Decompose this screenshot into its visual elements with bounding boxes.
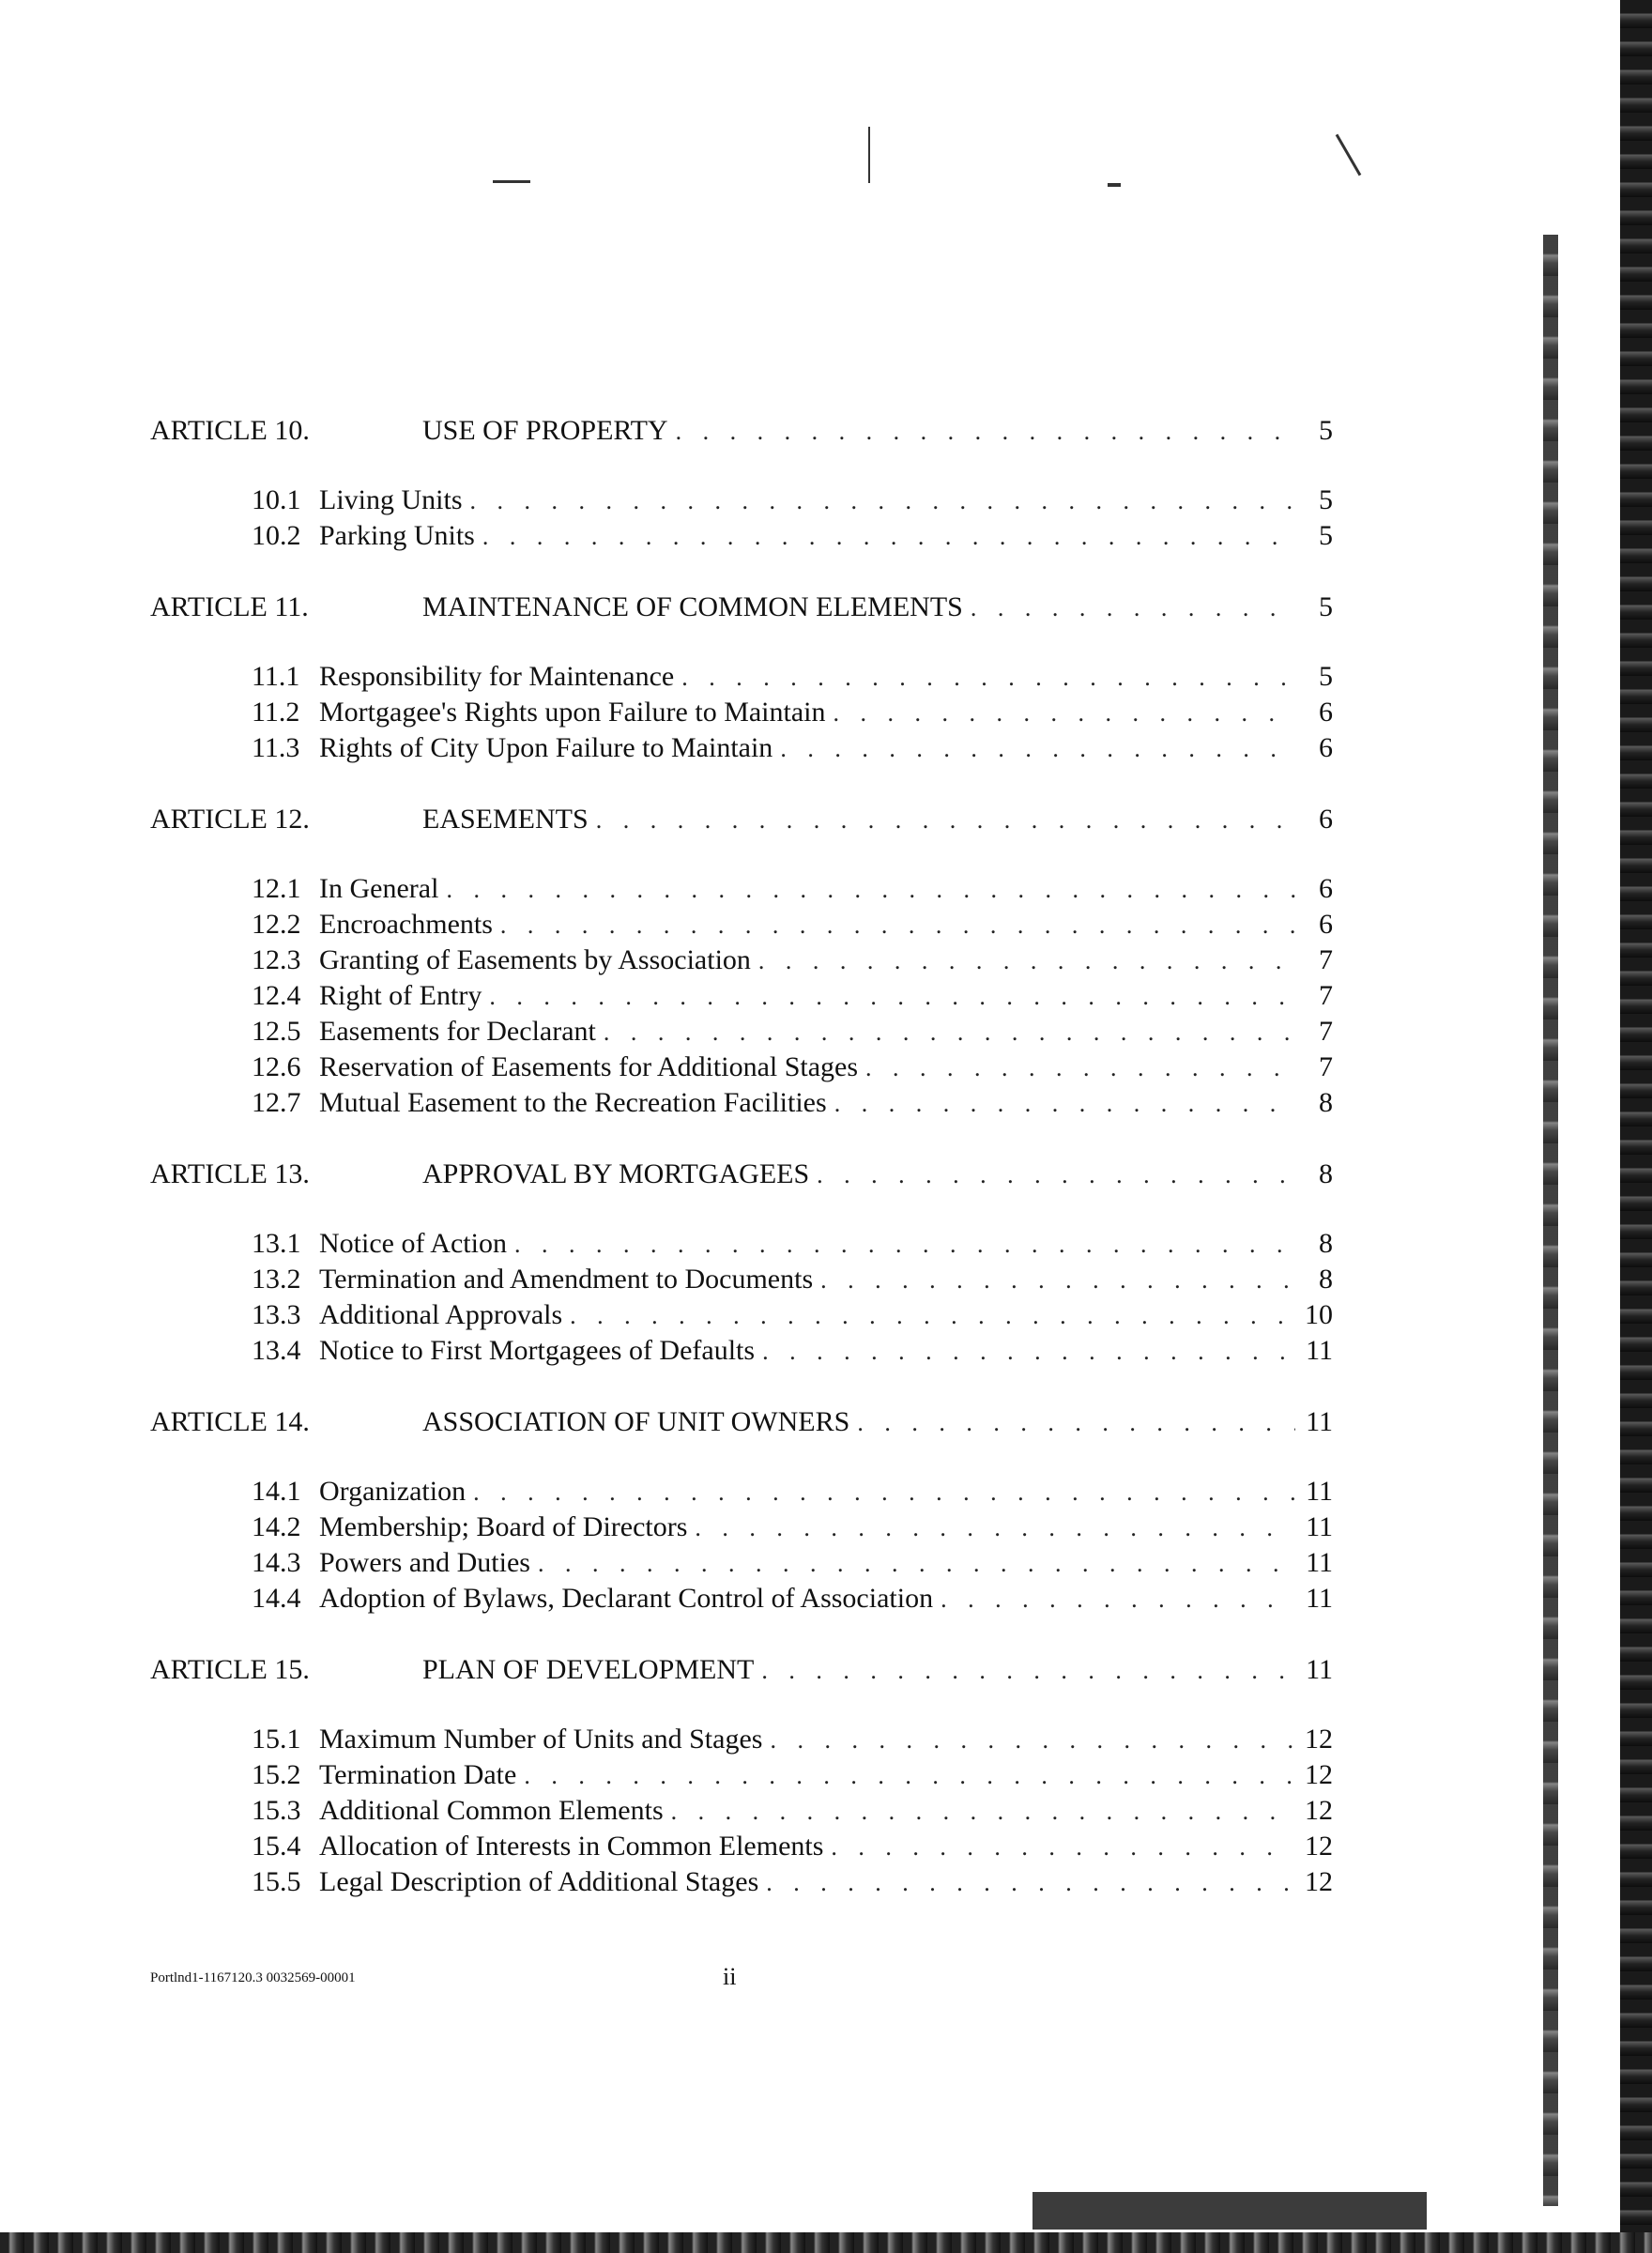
section-number: 15.4 (252, 1831, 301, 1862)
toc-article-row (150, 1157, 1333, 1192)
toc-section-row (150, 1510, 1333, 1545)
section-title: Allocation of Interests in Common Elements (319, 1831, 824, 1862)
dot-leader (941, 1582, 1295, 1617)
scan-edge-bottom (0, 2232, 1652, 2253)
section-number: 10.1 (252, 484, 301, 515)
section-number: 15.3 (252, 1795, 301, 1826)
article-label: ARTICLE 15. (150, 1654, 310, 1685)
section-title: Responsibility for Maintenance (319, 661, 675, 692)
dot-leader (676, 414, 1295, 450)
section-title: Termination and Amendment to Documents (319, 1264, 814, 1295)
section-number: 12.4 (252, 980, 301, 1011)
dot-leader (681, 660, 1295, 696)
toc-section-row (150, 1581, 1333, 1617)
section-number: 15.1 (252, 1724, 301, 1755)
article-label: ARTICLE 14. (150, 1406, 310, 1437)
section-title: Encroachments (319, 909, 493, 940)
toc-section-row (150, 730, 1333, 766)
toc-section-row (150, 1864, 1333, 1900)
dot-leader (831, 1830, 1295, 1865)
dot-leader (446, 872, 1295, 908)
toc-section-row (150, 1226, 1333, 1262)
dot-leader (695, 1510, 1295, 1546)
section-title: Parking Units (319, 520, 475, 551)
toc-section-row (150, 1085, 1333, 1121)
section-title: Living Units (319, 484, 463, 515)
toc-article-row (150, 1652, 1333, 1688)
section-page-number: 5 (1319, 520, 1333, 551)
scan-smudge (1032, 2192, 1427, 2230)
dot-leader (604, 1015, 1295, 1050)
section-page-number: 6 (1319, 697, 1333, 728)
section-page-number: 12 (1305, 1795, 1333, 1826)
page-footer (150, 1963, 1333, 2004)
section-number: 11.1 (252, 661, 300, 692)
article-title: ASSOCIATION OF UNIT OWNERS (422, 1406, 850, 1437)
article-page-number: 8 (1319, 1158, 1333, 1189)
dot-leader (857, 1405, 1295, 1441)
section-number: 13.1 (252, 1228, 301, 1259)
toc-article-row (150, 590, 1333, 625)
section-title: Mortgagee's Rights upon Failure to Maintain (319, 697, 826, 728)
dot-leader (820, 1263, 1295, 1298)
section-title: Termination Date (319, 1759, 517, 1790)
section-page-number: 6 (1319, 732, 1333, 763)
section-number: 12.3 (252, 944, 301, 975)
section-number: 12.2 (252, 909, 301, 940)
section-title: Membership; Board of Directors (319, 1511, 688, 1542)
section-page-number: 6 (1319, 909, 1333, 940)
section-page-number: 5 (1319, 661, 1333, 692)
toc-section-row (150, 1757, 1333, 1793)
section-page-number: 12 (1305, 1724, 1333, 1755)
section-number: 12.1 (252, 873, 301, 904)
scan-mark (1336, 134, 1362, 176)
document-code: Portlnd1-1167120.3 0032569-00001 (150, 1970, 356, 1985)
section-page-number: 7 (1319, 980, 1333, 1011)
section-number: 14.1 (252, 1476, 301, 1507)
article-label: ARTICLE 11. (150, 591, 309, 622)
dot-leader (834, 1086, 1295, 1122)
section-page-number: 7 (1319, 1051, 1333, 1082)
page-number: ii (723, 1963, 737, 1990)
section-page-number: 11 (1306, 1547, 1333, 1578)
toc-section-row (150, 1722, 1333, 1757)
section-number: 13.4 (252, 1335, 301, 1366)
article-title: PLAN OF DEVELOPMENT (422, 1654, 755, 1685)
section-number: 12.6 (252, 1051, 301, 1082)
section-page-number: 12 (1305, 1759, 1333, 1790)
toc-section-row (150, 695, 1333, 730)
toc-section-row (150, 1262, 1333, 1297)
section-title: Powers and Duties (319, 1547, 530, 1578)
toc-section-row (150, 659, 1333, 695)
section-page-number: 10 (1305, 1299, 1333, 1330)
section-number: 15.5 (252, 1866, 301, 1897)
article-page-number: 5 (1319, 591, 1333, 622)
section-number: 13.2 (252, 1264, 301, 1295)
section-page-number: 8 (1319, 1264, 1333, 1295)
article-page-number: 6 (1319, 804, 1333, 835)
article-title: APPROVAL BY MORTGAGEES (422, 1158, 810, 1189)
section-page-number: 7 (1319, 1016, 1333, 1047)
dot-leader (671, 1794, 1295, 1830)
section-number: 12.7 (252, 1087, 301, 1118)
dot-leader (971, 590, 1295, 626)
dot-leader (758, 943, 1295, 979)
toc-section-row (150, 1050, 1333, 1085)
dot-leader (538, 1546, 1295, 1582)
scan-mark (493, 180, 530, 183)
section-title: Mutual Easement to the Recreation Facilities (319, 1087, 827, 1118)
section-title: Easements for Declarant (319, 1016, 596, 1047)
toc-section-row (150, 871, 1333, 907)
toc-section-row (150, 1545, 1333, 1581)
section-page-number: 8 (1319, 1087, 1333, 1118)
dot-leader (865, 1050, 1295, 1086)
section-number: 14.3 (252, 1547, 301, 1578)
article-page-number: 11 (1306, 1406, 1333, 1437)
dot-leader (570, 1298, 1295, 1334)
toc-section-row (150, 518, 1333, 554)
article-label: ARTICLE 13. (150, 1158, 310, 1189)
toc-section-row (150, 1474, 1333, 1510)
toc-section-row (150, 1014, 1333, 1050)
article-page-number: 11 (1306, 1654, 1333, 1685)
section-number: 10.2 (252, 520, 301, 551)
section-title: Legal Description of Additional Stages (319, 1866, 759, 1897)
toc-section-row (150, 1829, 1333, 1864)
section-number: 15.2 (252, 1759, 301, 1790)
toc-section-row (150, 943, 1333, 978)
scan-mark (868, 127, 870, 183)
toc-section-row (150, 483, 1333, 518)
section-title: Notice to First Mortgagees of Defaults (319, 1335, 756, 1366)
section-title: Organization (319, 1476, 467, 1507)
section-title: Adoption of Bylaws, Declarant Control of Association (319, 1583, 934, 1614)
section-number: 12.5 (252, 1016, 301, 1047)
section-number: 14.4 (252, 1583, 301, 1614)
dot-leader (834, 696, 1295, 731)
scan-edge-inner (1543, 235, 1558, 2206)
section-title: Reservation of Easements for Additional Stages (319, 1051, 859, 1082)
toc-section-row (150, 1793, 1333, 1829)
dot-leader (817, 1157, 1295, 1193)
dot-leader (482, 519, 1295, 555)
section-title: Maximum Number of Units and Stages (319, 1724, 763, 1755)
dot-leader (473, 1475, 1295, 1510)
scan-mark (1108, 183, 1121, 187)
toc-section-row (150, 1297, 1333, 1333)
section-page-number: 11 (1306, 1476, 1333, 1507)
dot-leader (524, 1758, 1295, 1794)
article-label: ARTICLE 12. (150, 804, 310, 835)
section-page-number: 7 (1319, 944, 1333, 975)
section-number: 14.2 (252, 1511, 301, 1542)
article-title: MAINTENANCE OF COMMON ELEMENTS (422, 591, 963, 622)
section-page-number: 12 (1305, 1831, 1333, 1862)
section-number: 11.3 (252, 732, 300, 763)
article-label: ARTICLE 10. (150, 415, 310, 446)
section-page-number: 12 (1305, 1866, 1333, 1897)
section-number: 13.3 (252, 1299, 301, 1330)
toc-article-row (150, 802, 1333, 837)
dot-leader (766, 1865, 1295, 1901)
toc-section-row (150, 978, 1333, 1014)
section-title: In General (319, 873, 439, 904)
section-page-number: 8 (1319, 1228, 1333, 1259)
section-title: Additional Approvals (319, 1299, 563, 1330)
scan-edge-right (1620, 0, 1652, 2253)
dot-leader (514, 1227, 1295, 1263)
article-title: EASEMENTS (422, 804, 589, 835)
dot-leader (762, 1334, 1295, 1370)
section-page-number: 11 (1306, 1511, 1333, 1542)
dot-leader (770, 1723, 1295, 1758)
section-title: Right of Entry (319, 980, 482, 1011)
article-title: USE OF PROPERTY (422, 415, 668, 446)
section-title: Granting of Easements by Association (319, 944, 751, 975)
dot-leader (596, 803, 1295, 838)
toc-article-row (150, 413, 1333, 449)
section-title: Additional Common Elements (319, 1795, 664, 1826)
section-page-number: 11 (1306, 1335, 1333, 1366)
section-title: Rights of City Upon Failure to Maintain (319, 732, 773, 763)
dot-leader (500, 908, 1295, 943)
dot-leader (470, 483, 1295, 519)
section-page-number: 6 (1319, 873, 1333, 904)
article-page-number: 5 (1319, 415, 1333, 446)
table-of-contents (150, 413, 1333, 1900)
section-page-number: 5 (1319, 484, 1333, 515)
section-title: Notice of Action (319, 1228, 507, 1259)
dot-leader (780, 731, 1295, 767)
toc-section-row (150, 1333, 1333, 1369)
toc-section-row (150, 907, 1333, 943)
dot-leader (761, 1653, 1295, 1689)
section-number: 11.2 (252, 697, 300, 728)
toc-article-row (150, 1404, 1333, 1440)
dot-leader (489, 979, 1295, 1015)
section-page-number: 11 (1306, 1583, 1333, 1614)
